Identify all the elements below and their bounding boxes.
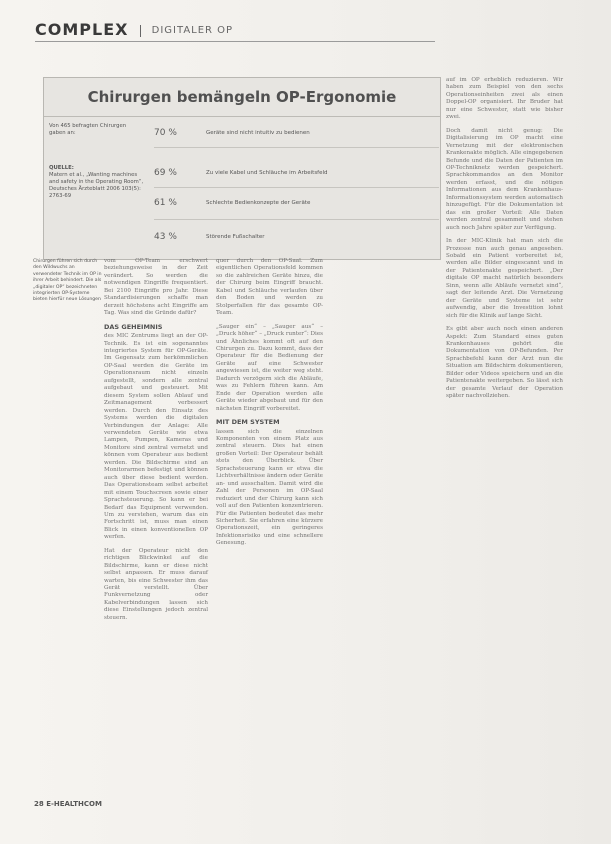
paragraph: lassen sich die einzelnen Komponenten von einem Platz aus zentral steuern. Dies hat einen großen Vorteil: Der Operateur behält stets den Überblick. Über Sprachsteuerung kann er etwa die Lichtverhältnisse ändern oder Geräte an- und ausschalten. Damit wird die Zahl der Personen im OP-Saal reduziert und der Chirurg kann sich voll auf den Patienten konzentrieren. Für die Patienten bedeutet das mehr Sicherheit. Sie erfahren eine kürzere Operationszeit, ein geringeres Infektionsrisiko und eine schnellere Genesung. (216, 428, 323, 547)
paragraph: Hat der Operateur nicht den richtigen Blickwinkel auf die Bildschirme, kann er diese nicht selbst anpassen. Er muss darauf warten, bis eine Schwester ihm das Gerät verstellt. Über Funkvernetzung oder Kabelverbindungen lassen sich diese Einstellungen jedoch zentral steuern. (104, 547, 208, 621)
stat-row (154, 192, 439, 214)
subheading: DAS GEHEIMNIS (104, 322, 163, 331)
stat-percentage: 70 % (154, 128, 177, 138)
stat-percentage: 61 % (154, 198, 177, 208)
infobox-left-column (49, 123, 144, 200)
stat-divider (154, 187, 439, 188)
stat-label: Geräte sind nicht intuitiv zu bedienen (206, 130, 310, 136)
stat-row (154, 162, 439, 184)
article-column-2 (216, 258, 323, 798)
article-column-1 (104, 258, 208, 798)
stat-label: Störende Fußschalter (206, 234, 265, 240)
infobox-title: Chirurgen bemängeln OP-Ergonomie (87, 88, 397, 106)
stat-divider (154, 147, 439, 148)
stat-percentage: 43 % (154, 232, 177, 242)
section-title: DIGITALER OP (151, 25, 234, 36)
source-text: Matern et al., „Wanting machines and safety in the Operating Room“, Deutsches Ärzteblatt 2006 103(5): 2763-69 (49, 172, 144, 199)
page-header (35, 20, 233, 39)
stat-row (154, 122, 439, 144)
header-divider (140, 25, 141, 37)
paragraph: Doch damit nicht genug: Die Digitalisierung im OP macht eine Vernetzung mit der elektronischen Krankenakte möglich. Alle eingegebenen Befunde und die Daten der Patienten im OP-Techniknetz werden gespeichert. Sprachkommandos an den Monitor werden erfasst, und die nötigen Informationen aus dem Krankenhaus-Informationssystem werden automatisch hinzugefügt. Für die Dokumentation ist das ein großer Vorteil: Alle Daten werden zentral gesammelt und stehen auch noch Jahre später zur Verfügung. (446, 127, 563, 231)
paragraph: In der MIC-Klinik hat man sich die Prozesse nun auch genau angesehen. Sobald ein Patient vorbereitet ist, werden alle Bilder eingescannt und in der Patientenakte gespeichert. „Der digitale OP macht natürlich besonders Sinn, wenn alle Abläufe vernetzt sind“, sagt der leitende Arzt. Die Vernetzung der Geräte und Systeme ist sehr aufwendig, aber die Investition lohnt sich für die Klinik auf lange Sicht. (446, 238, 563, 319)
paragraph: auf im OP erheblich reduzieren. Wir haben zum Beispiel von den sechs Operationseinheiten zwei als einen Doppel-OP organisiert. Ihr Bruder hat nur eine Schwester, statt wie bisher zwei. (446, 77, 563, 121)
magazine-name: E-HEALTHCOM (46, 800, 102, 808)
infobox (43, 77, 441, 260)
infobox-title-bar (44, 78, 440, 117)
paragraph: Es gibt aber auch noch einen anderen Aspekt: Zum Standard eines guten Krankenhauses gehört die Dokumentation von OP-Befunden. Per Sprachbefehl kann der Arzt nun die Situation am Bildschirm dokumentieren, Bilder oder Videos speichern und an die Patientenakte weitergeben. So lässt sich der gesamte Verlauf der Operation später nachvollziehen. (446, 326, 563, 400)
paragraph: vom OP-Team erschwert beziehungsweise in der Zeit verändert. So werden die notwendigen Eingriffe frequentiert. Bei 2100 Eingriffe pro Jahr. Diese Standardisierungen schaffe man derzeit höchstens acht Eingriffe am Tag. Was sind die Gründe dafür? (104, 258, 208, 317)
stat-percentage: 69 % (154, 168, 177, 178)
article-column-3 (446, 77, 563, 797)
stat-divider (154, 219, 439, 220)
paragraph: quer durch den OP-Saal. Zum eigentlichen Operationsfeld kommen so die zahlreichen Geräte hinzu, die der Chirurg beim Eingriff braucht. Kabel und Schläuche verlaufen über den Boden und werden zu Stolperfallen für das gesamte OP-Team. (216, 258, 323, 317)
header-rule (35, 41, 435, 42)
paragraph: „Sauger ein“ – „Sauger aus“ – „Druck höher“ – „Druck runter“: Dies und Ähnliches kommt oft auf den Chirurgen zu. Dazu kommt, dass der Operateur für die Bedienung der Geräte auf eine Schwester angewiesen ist, die weiter weg steht. Dadurch verzögern sich die Abläufe, was zu Fehlern führen kann. Am Ende der Operation werden alle Geräte wieder abgebaut und für den nächsten Eingriff vorbereitet. (216, 323, 323, 412)
subheading: MIT DEM SYSTEM (216, 418, 280, 427)
stat-label: Schlechte Bedienkonzepte der Geräte (206, 200, 311, 206)
page-number: 28 (34, 800, 44, 808)
brand-logo: COMPLEX (35, 20, 129, 39)
image-caption: Chirurgen führen sich durch den Wildwuchs an verwendeter Technik im OP in ihrer Arbeit behindert. Die als „digitaler OP“ bezeichneten integrierten OP-Systeme bieten hierfür neue Lösungen (33, 259, 102, 303)
stat-label: Zu viele Kabel und Schläuche im Arbeitsfeld (206, 170, 328, 176)
page-footer (34, 800, 102, 808)
stat-row (154, 226, 439, 248)
paragraph: des MIC Zentrums liegt an der OP-Technik. Es ist ein sogenanntes integriertes System für OP-Geräte. Im Gegensatz zum herkömmlichen OP-Saal werden die Geräte im Operationsraum nicht einzeln aufgestellt, sondern alle zentral aufgebaut und gesteuert. Mit diesem System sollen Ablauf und Zeitmanagement verbessert werden. Durch den Einsatz des Systems werden die digitalen Verbindungen der Anlage: Alle verwendeten Geräte wie etwa Lampen, Pumpen, Kameras und Monitore sind zentral vernetzt und können vom Operateur aus bedient werden. Die Bildschirme sind an Monitorarmen befestigt und können auch über diese bedient werden. Das Operationsteam selbst arbeitet mit einem Touchscreen sowie einer Sprachsteuerung. So kann er bei Bedarf das Equipment verwenden. Um zu verstehen, warum das ein Fortschritt ist, muss man einen Blick in einen konventionellen OP werfen. (104, 333, 208, 541)
source-heading: QUELLE: (49, 165, 74, 171)
survey-question: Von 465 befragten Chirurgen gaben an: (49, 123, 127, 136)
